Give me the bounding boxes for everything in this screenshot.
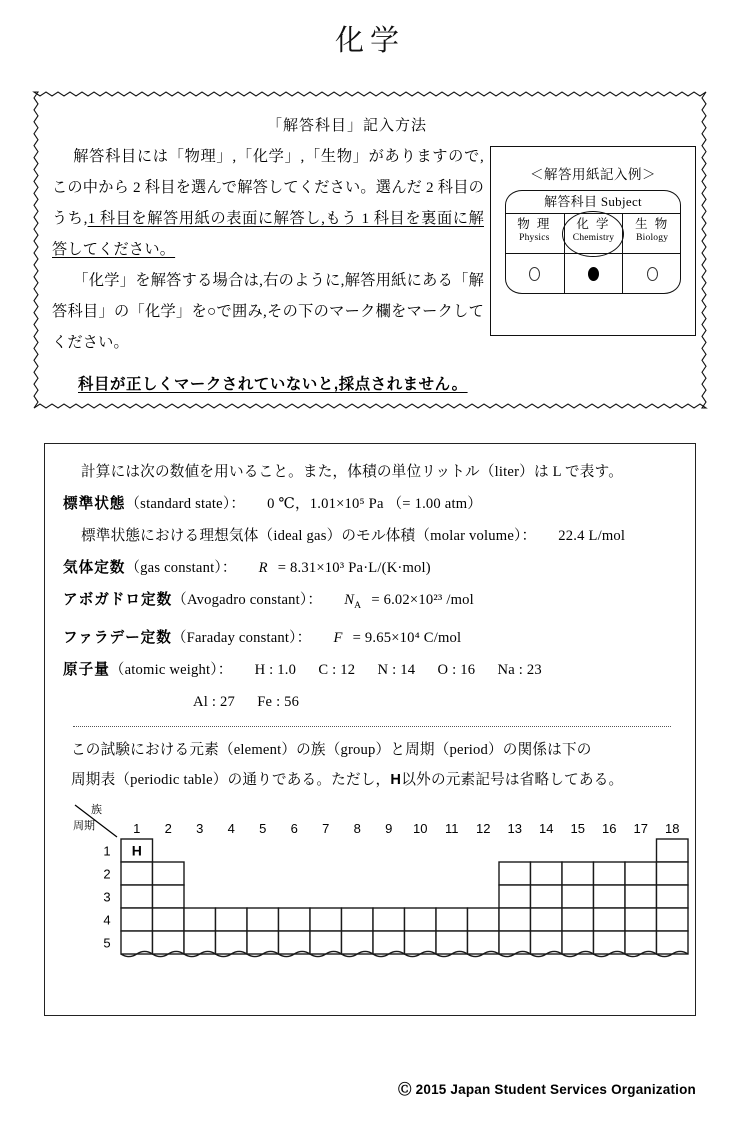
molar-volume-value: 22.4 L/mol (558, 528, 626, 544)
periodic-cell-p2-g17 (625, 862, 657, 885)
section-divider (73, 726, 671, 727)
molar-volume-text: 標準状態における理想気体（ideal gas）のモル体積（molar volume）： (81, 528, 537, 544)
instruction-box (30, 88, 710, 412)
gas-constant-label-en: （gas constant） (125, 560, 222, 576)
group-number-4: 4 (227, 820, 235, 836)
subject-name-chemistry-jp: 化 学 (576, 217, 611, 231)
periodic-cell-p5-g2 (153, 931, 185, 954)
avogadro-label-en: （Avogadro constant） (172, 592, 308, 608)
atomic-weight-sep: ： (217, 661, 233, 678)
avogadro-sep: ： (307, 592, 323, 608)
periodic-cell-p4-g5 (247, 908, 279, 931)
subject-mark-biology (623, 254, 681, 294)
standard-state-sep: ： (230, 496, 246, 512)
subject-column-chemistry (564, 214, 623, 294)
periodic-cell-p4-g18 (657, 908, 689, 931)
instruction-paragraph-1-underlined: 1 科目を解答用紙の表面に解答し,もう 1 科目を裏面に解答してください。 (52, 210, 484, 258)
period-number-4: 4 (103, 912, 111, 928)
periodic-cell-p3-g17 (625, 885, 657, 908)
atomic-weight-row1: H : 1.0 C : 12 N : 14 O : 16 Na : 23 (254, 661, 542, 678)
atomic-weight-label-jp: 原子量 (63, 661, 110, 678)
periodic-cell-p5-g11 (436, 931, 468, 954)
axis-label-period: 周期 (73, 819, 95, 832)
periodic-cell-p3-g2 (153, 885, 185, 908)
atomic-weight-label-en: （atomic weight） (109, 661, 218, 678)
periodic-cell-p4-g15 (562, 908, 594, 931)
periodic-cell-p2-g2 (153, 862, 185, 885)
group-number-13: 13 (507, 820, 522, 836)
periodic-cell-p4-g11 (436, 908, 468, 931)
faraday-label-en: （Faraday constant） (171, 629, 297, 646)
subject-name-physics-en: Physics (519, 233, 550, 243)
constants-box (44, 443, 696, 1016)
subject-name-biology-en: Biology (636, 233, 669, 243)
subject-column-biology (622, 214, 681, 294)
group-number-5: 5 (259, 820, 267, 836)
periodic-cell-p5-g7 (310, 931, 342, 954)
periodic-cell-p5-g10 (405, 931, 437, 954)
answer-sheet-sample-title: ＜解答用紙記入例＞ (530, 167, 656, 182)
periodic-cell-p5-g5 (247, 931, 279, 954)
instruction-paragraph-1-plain: 解答科目には「物理」,「化学」,「生物」がありますので,この中から 2 科目を選んで解答してください。選んだ 2 科目のうち, (52, 148, 484, 227)
periodic-desc-line-2 (63, 765, 679, 795)
constants-molar-volume (63, 520, 679, 552)
periodic-cell-p4-g17 (625, 908, 657, 931)
faraday-value: = 9.65×10⁴ C/mol (352, 629, 462, 646)
group-number-14: 14 (539, 820, 554, 836)
period-number-1: 1 (103, 843, 111, 859)
subject-header: 解答科目 Subject (505, 190, 681, 214)
subject-name-chemistry (565, 214, 623, 254)
footer-copyright: Ⓒ 2015 Japan Student Services Organization (398, 1082, 696, 1097)
periodic-cell-p5-g3 (184, 931, 216, 954)
constants-standard-state (63, 488, 679, 520)
bubble-icon-physics (529, 267, 540, 281)
periodic-symbol-hydrogen: H (131, 842, 142, 859)
periodic-desc-line-2-b: 以外の元素記号は省略してある。 (401, 771, 624, 788)
periodic-cell-p4-g1 (121, 908, 153, 931)
bubble-icon-chemistry-filled (588, 267, 599, 281)
answer-sheet-grid (505, 190, 681, 294)
periodic-cell-p4-g8 (342, 908, 374, 931)
periodic-cell-p5-g15 (562, 931, 594, 954)
standard-state-label-en: （standard state） (125, 496, 231, 512)
faraday-sep: ： (296, 629, 312, 646)
periodic-table-diagram (73, 803, 693, 978)
group-number-15: 15 (570, 820, 585, 836)
subject-name-biology (623, 214, 681, 254)
bubble-icon-biology (647, 267, 658, 281)
periodic-cell-p4-g10 (405, 908, 437, 931)
periodic-desc-hydrogen: H (390, 771, 402, 788)
constants-intro: 計算には次の数値を用いること。また，体積の単位リットル（liter）は L で表す。 (81, 464, 624, 480)
group-number-11: 11 (445, 820, 459, 836)
periodic-cell-p5-g14 (531, 931, 563, 954)
periodic-cell-p5-g8 (342, 931, 374, 954)
periodic-cell-p3-g15 (562, 885, 594, 908)
period-number-5: 5 (103, 935, 111, 951)
subject-name-physics (505, 214, 564, 254)
periodic-cell-p3-g13 (499, 885, 531, 908)
constants-atomic-weight-row2 (63, 686, 679, 718)
avogadro-symbol: N (344, 592, 355, 608)
group-number-17: 17 (633, 820, 648, 836)
periodic-cell-p5-g4 (216, 931, 248, 954)
group-number-7: 7 (322, 820, 330, 836)
constants-avogadro (63, 584, 679, 622)
periodic-desc-line-1: この試験における元素（element）の族（group）と周期（period）の関係は下の (71, 741, 592, 758)
atomic-weight-row2: Al : 27 Fe : 56 (193, 693, 300, 710)
gas-constant-symbol: R (258, 560, 268, 576)
periodic-cell-p4-g16 (594, 908, 626, 931)
subject-mark-chemistry (565, 254, 623, 294)
period-number-3: 3 (103, 889, 111, 905)
gas-constant-sep: ： (221, 560, 237, 576)
periodic-cell-p5-g18 (657, 931, 689, 954)
standard-state-value: 0 ℃，1.01×10⁵ Pa （= 1.00 atm） (267, 496, 483, 512)
group-number-8: 8 (353, 820, 361, 836)
periodic-cell-p5-g17 (625, 931, 657, 954)
subject-name-chemistry-en: Chemistry (572, 233, 615, 243)
periodic-cell-p5-g12 (468, 931, 500, 954)
periodic-cell-p4-g9 (373, 908, 405, 931)
periodic-cell-p3-g18 (657, 885, 689, 908)
faraday-label-jp: ファラデー定数 (63, 629, 172, 646)
periodic-cell-p2-g14 (531, 862, 563, 885)
constants-atomic-weight (63, 654, 679, 686)
periodic-cell-p4-g2 (153, 908, 185, 931)
subject-name-biology-jp: 生 物 (635, 217, 670, 231)
avogadro-symbol-sub: A (354, 599, 362, 611)
periodic-cell-p4-g7 (310, 908, 342, 931)
periodic-cell-p4-g4 (216, 908, 248, 931)
avogadro-label-jp: アボガドロ定数 (63, 592, 173, 608)
subject-columns (505, 214, 681, 294)
instruction-warning (78, 372, 688, 394)
periodic-cell-p1-g18 (657, 839, 689, 862)
group-number-16: 16 (602, 820, 617, 836)
subject-name-physics-jp: 物 理 (517, 217, 552, 231)
instruction-heading: 「解答科目」記入方法 (266, 118, 427, 134)
periodic-cell-p5-g16 (594, 931, 626, 954)
faraday-symbol: F (333, 629, 343, 646)
group-number-6: 6 (290, 820, 298, 836)
gas-constant-label-jp: 気体定数 (63, 560, 126, 576)
subject-column-physics (505, 214, 564, 294)
group-number-9: 9 (385, 820, 393, 836)
page-title: 化学 (334, 25, 405, 57)
constants-gas-constant (63, 552, 679, 584)
group-number-18: 18 (665, 820, 680, 836)
group-number-2: 2 (164, 820, 172, 836)
instruction-paragraph-2: 「化学」を解答する場合は,右のように,解答用紙にある「解答科目」の「化学」を○で囲み,その下のマーク欄をマークしてください。 (52, 272, 484, 351)
periodic-cell-p5-g1 (121, 931, 153, 954)
group-number-1: 1 (133, 820, 141, 836)
periodic-cell-p2-g15 (562, 862, 594, 885)
periodic-cell-p4-g14 (531, 908, 563, 931)
group-number-10: 10 (413, 820, 428, 836)
standard-state-label-jp: 標準状態 (63, 496, 126, 512)
periodic-cell-p4-g12 (468, 908, 500, 931)
periodic-cell-p5-g6 (279, 931, 311, 954)
axis-label-group: 族 (91, 803, 102, 816)
subject-mark-physics (505, 254, 564, 294)
periodic-cell-p3-g16 (594, 885, 626, 908)
periodic-cell-p2-g13 (499, 862, 531, 885)
periodic-cell-p4-g3 (184, 908, 216, 931)
avogadro-value: = 6.02×10²³ /mol (371, 592, 474, 608)
periodic-cell-p4-g6 (279, 908, 311, 931)
period-number-2: 2 (103, 866, 111, 882)
periodic-cell-p4-g13 (499, 908, 531, 931)
answer-sheet-sample (490, 146, 696, 336)
periodic-cell-p5-g9 (373, 931, 405, 954)
periodic-cell-p2-g18 (657, 862, 689, 885)
constants-faraday (63, 622, 679, 654)
periodic-cell-p5-g13 (499, 931, 531, 954)
group-number-12: 12 (476, 820, 491, 836)
periodic-cell-p3-g14 (531, 885, 563, 908)
periodic-cell-p2-g16 (594, 862, 626, 885)
instruction-warning-text: 科目が正しくマークされていないと,採点されません。 (78, 376, 468, 393)
periodic-cell-p3-g1 (121, 885, 153, 908)
periodic-desc-line-2-a: 周期表（periodic table）の通りである。ただし， (71, 771, 391, 788)
periodic-cell-p2-g1 (121, 862, 153, 885)
gas-constant-value: = 8.31×10³ Pa·L/(K·mol) (277, 560, 431, 576)
group-number-3: 3 (196, 820, 204, 836)
instruction-paragraph-1 (52, 141, 484, 265)
